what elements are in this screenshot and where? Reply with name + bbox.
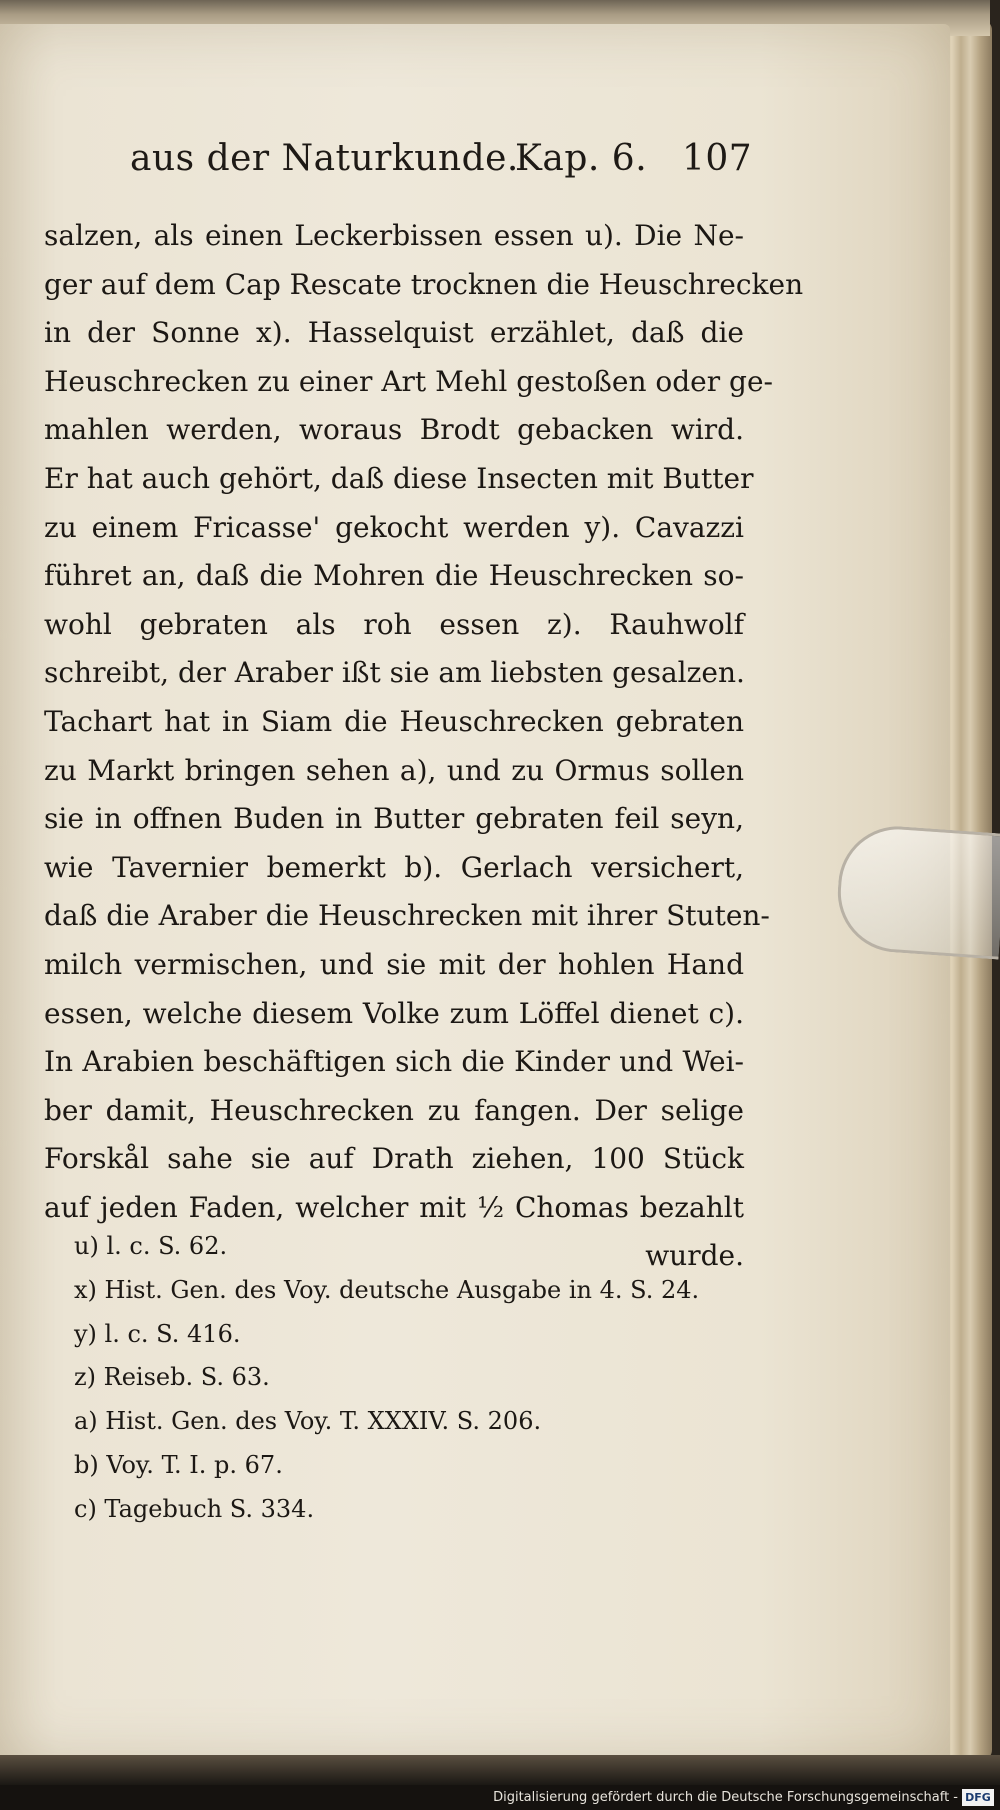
body-line: essen, welche diesem Volke zum Löffel dienet c). [44,996,744,1030]
footnote: b) Voy. T. I. p. 67. [74,1450,283,1479]
dfg-logo: DFG [962,1789,994,1806]
running-title: aus der Naturkunde. [130,138,519,179]
body-line: wie Tavernier bemerkt b). Gerlach versichert, [44,850,744,884]
body-line-last: wurde. [645,1239,744,1273]
footnote: x) Hist. Gen. des Voy. deutsche Ausgabe in 4. S. 24. [74,1275,700,1304]
digitization-credit: Digitalisierung gefördert durch die Deutsche Forschungsgemeinschaft - [493,1790,958,1805]
body-line: Forskål sahe sie auf Drath ziehen, 100 Stück [44,1142,744,1176]
body-line: mahlen werden, woraus Brodt gebacken wird. [44,413,744,447]
body-line: führet an, daß die Mohren die Heuschrecken so- [44,559,744,593]
footnotes [74,1225,754,1532]
body-line: in der Sonne x). Hasselquist erzählet, daß die [44,316,744,350]
body-line: Er hat auch gehört, daß diese Insecten mit Butter [44,461,754,495]
footnote: c) Tagebuch S. 334. [74,1494,315,1523]
footnote: z) Reiseb. S. 63. [74,1363,270,1392]
footnote: y) l. c. S. 416. [74,1319,241,1348]
footnote: a) Hist. Gen. des Voy. T. XXXIV. S. 206. [74,1407,542,1436]
chapter-label: Kap. 6. [515,138,648,179]
page-header [130,138,753,188]
footnote: u) l. c. S. 62. [74,1232,228,1260]
body-line: ger auf dem Cap Rescate trocknen die Heuschrecken [44,267,804,301]
body-line: auf jeden Faden, welcher mit ½ Chomas bezahlt [44,1190,744,1224]
body-line: zu Markt bringen sehen a), und zu Ormus sollen [44,753,744,787]
body-line: schreibt, der Araber ißt sie am liebsten gesalzen. [44,656,745,690]
body-line: salzen, als einen Leckerbissen essen u). Die Ne- [44,219,744,252]
bottom-shadow [0,1755,1000,1785]
body-line: zu einem Fricasse' gekocht werden y). Cavazzi [44,510,744,544]
body-line: daß die Araber die Heuschrecken mit ihrer Stuten- [44,899,770,933]
page-number: 107 [682,138,753,179]
body-line: In Arabien beschäftigen sich die Kinder und Wei- [44,1045,744,1079]
body-line: wohl gebraten als roh essen z). Rauhwolf [44,607,744,641]
body-line: Heuschrecken zu einer Art Mehl gestoßen oder ge- [44,364,773,398]
body-line: sie in offnen Buden in Butter gebraten feil seyn, [44,802,744,836]
body-line: milch vermischen, und sie mit der hohlen Hand [44,947,744,981]
body-line: ber damit, Heuschrecken zu fangen. Der selige [44,1093,744,1127]
body-line: Tachart hat in Siam die Heuschrecken gebraten [44,704,744,738]
body-text [44,212,804,1281]
